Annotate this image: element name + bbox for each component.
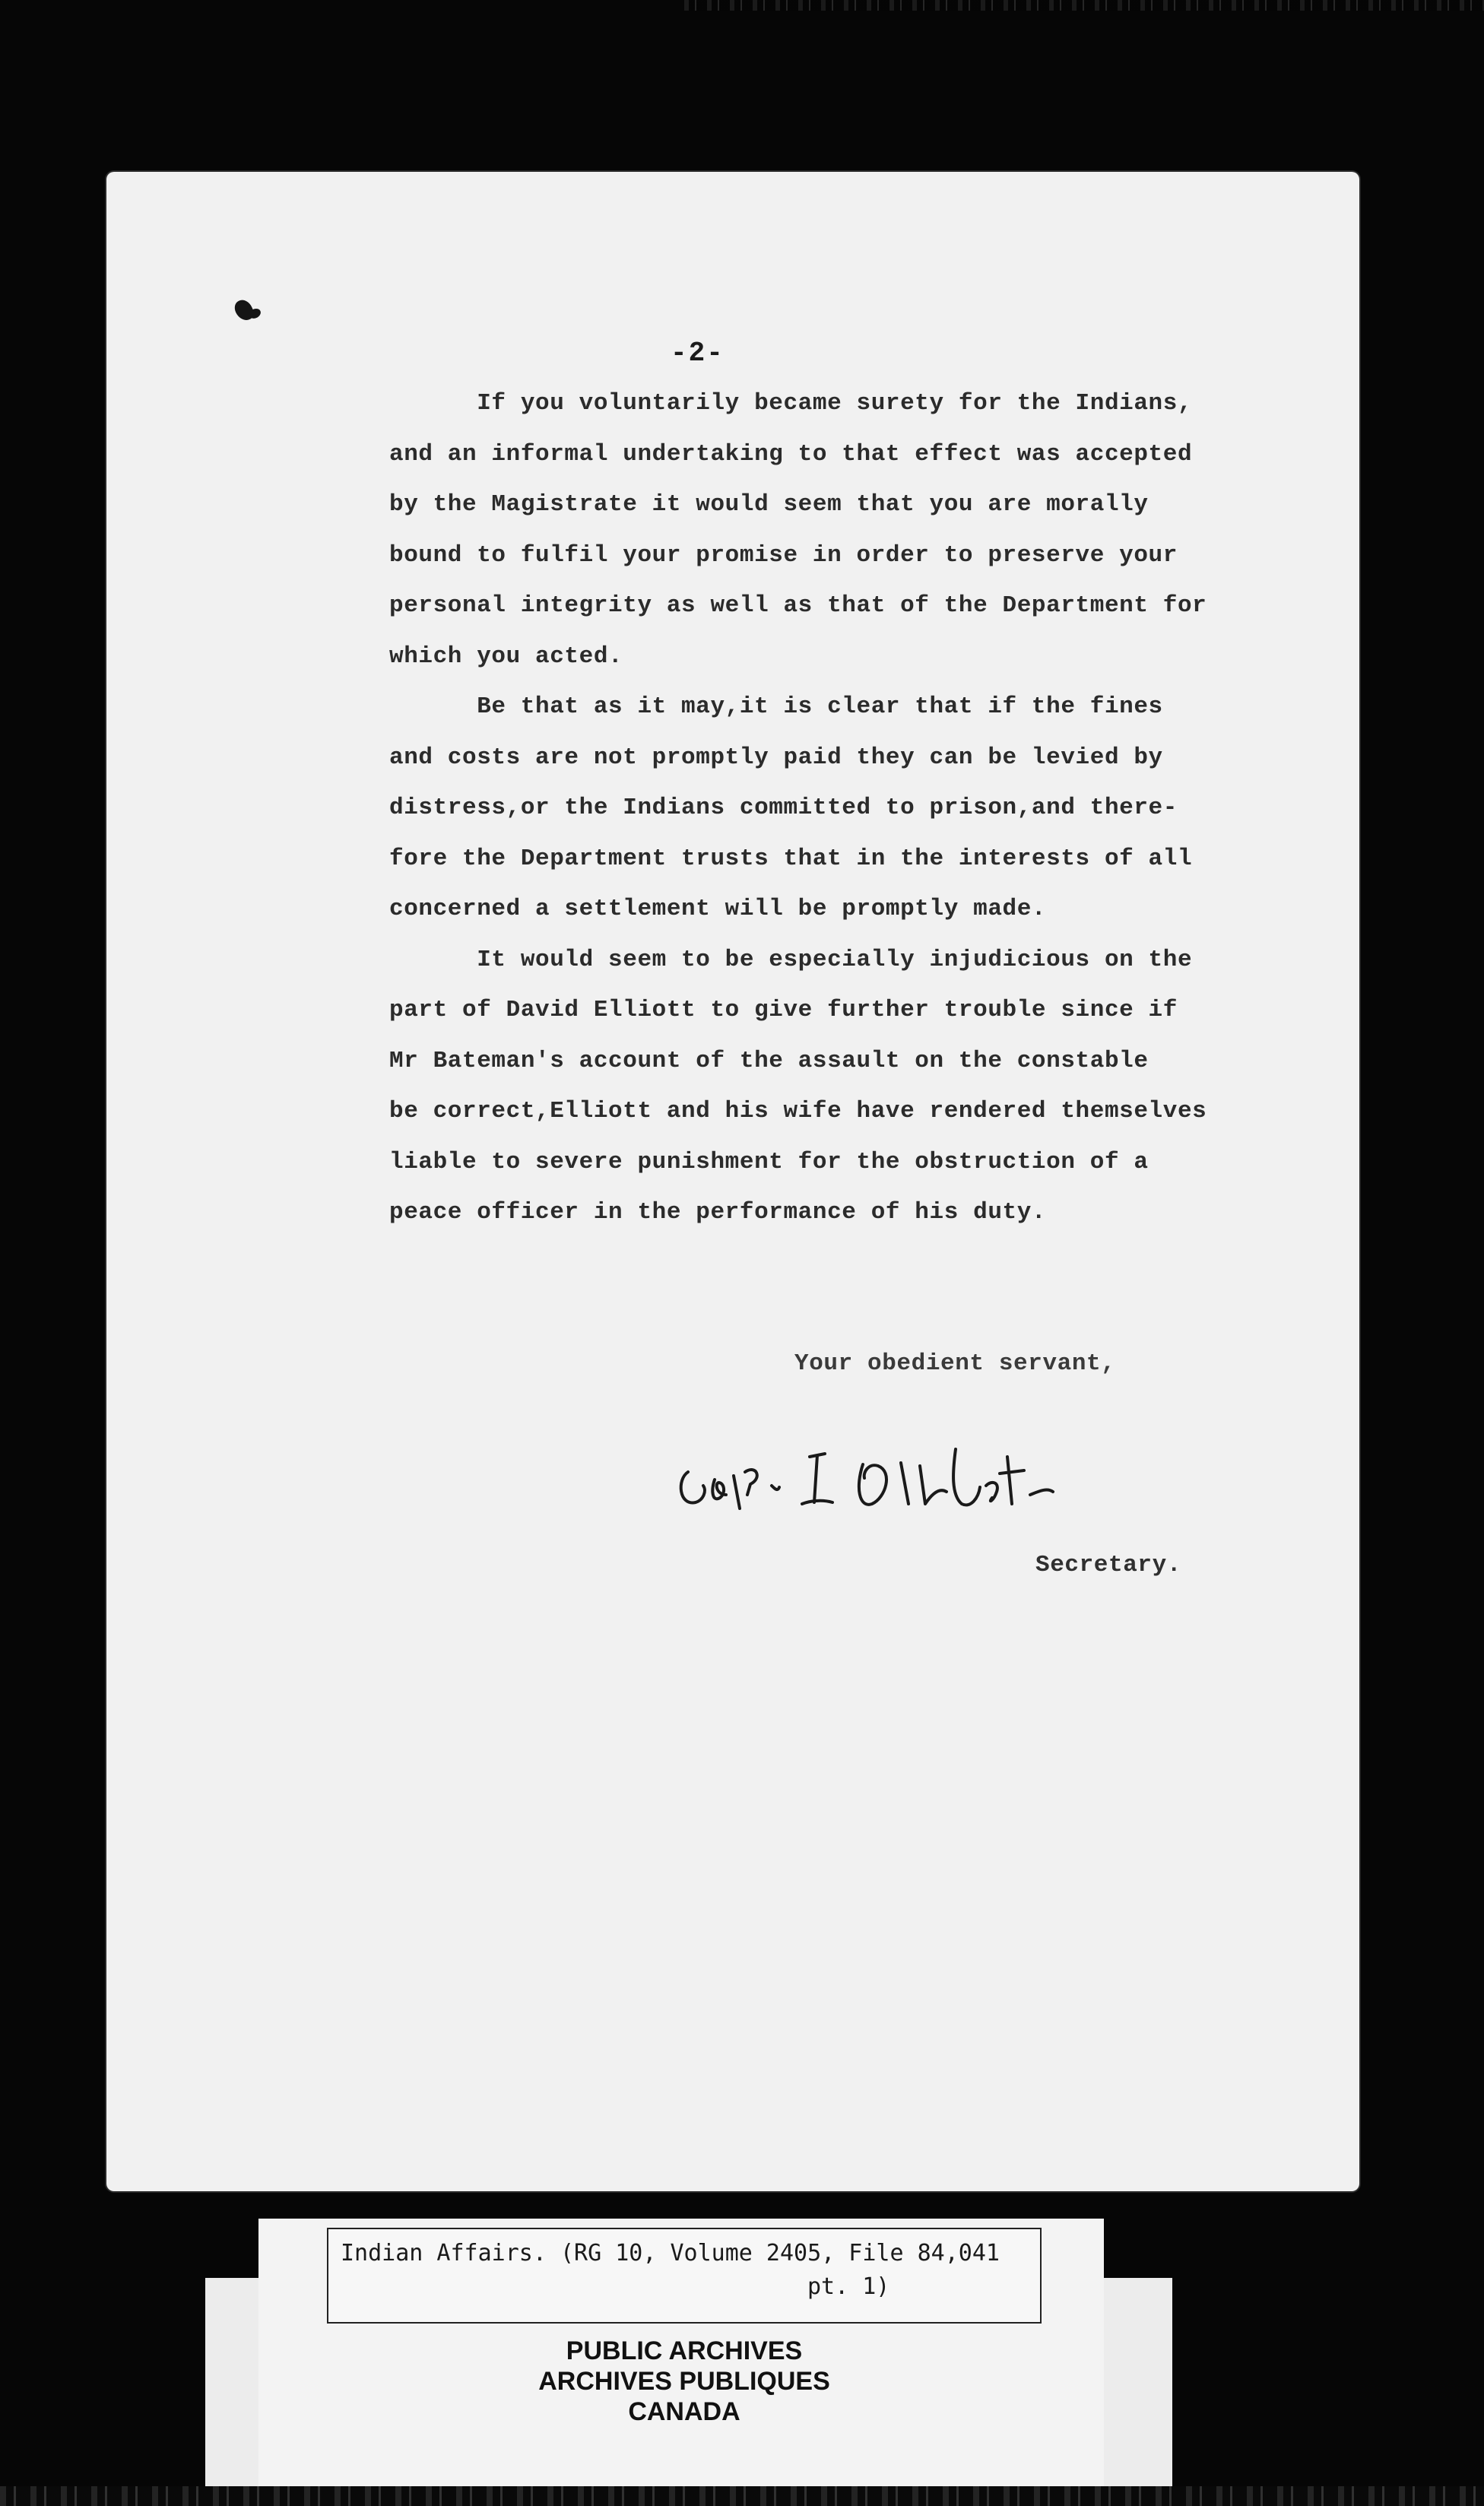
- document-page: [106, 172, 1359, 2191]
- archive-line-english: PUBLIC ARCHIVES: [566, 2336, 803, 2365]
- ink-blot: [232, 297, 256, 324]
- reference-line-2: pt. 1): [807, 2273, 890, 2300]
- paragraph-fines: Be that as it may,it is clear that if the fines and costs are not promptly paid they can be levied by distress,or the Indians committed to prison,and there- fore the Department trusts that in the interests of all concerned a settlement will be promptly made.: [389, 693, 1193, 922]
- film-edge-bottom: [0, 2486, 1484, 2506]
- archive-line-country: CANADA: [628, 2397, 740, 2426]
- closing-salutation: Your obedient servant,: [794, 1350, 1116, 1377]
- handwritten-signature: [673, 1419, 1114, 1533]
- letter-body: [389, 379, 1370, 1239]
- paragraph-surety: If you voluntarily became surety for the Indians, and an informal undertaking to that effect was accepted by the Magistrate it would seem that you are morally bound to fulfil your promise in order to preserve your personal integrity as well as that of the Department for which you acted.: [389, 390, 1207, 670]
- signatory-title: Secretary.: [1035, 1552, 1182, 1578]
- page-number: -2-: [671, 338, 725, 369]
- paragraph-elliott: It would seem to be especially injudicious on the part of David Elliott to give further trouble since if Mr Bateman's account of the assault on the constable be correct,Elliott and his wife have rendered themselves liable to severe punishment for the obstruction of a peace officer in the performance of his duty.: [389, 946, 1207, 1226]
- reference-line-1: Indian Affairs. (RG 10, Volume 2405, File 84,041: [341, 2240, 1000, 2267]
- archive-line-french: ARCHIVES PUBLIQUES: [538, 2367, 830, 2396]
- archive-stamp: [327, 2336, 1042, 2427]
- film-edge-top: [684, 0, 1484, 11]
